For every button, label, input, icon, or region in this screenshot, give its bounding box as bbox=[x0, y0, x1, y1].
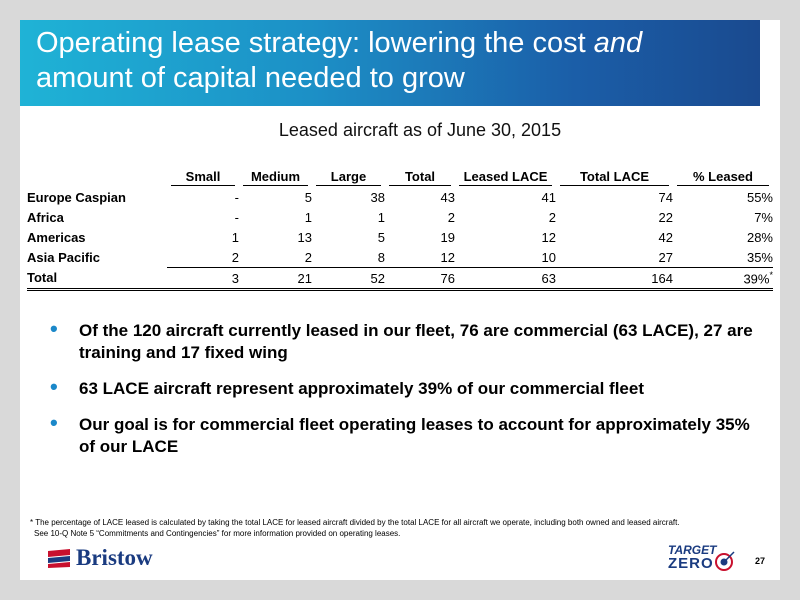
bullet-dot-icon: • bbox=[50, 410, 58, 435]
total-label: Total bbox=[27, 268, 167, 290]
region-label: Americas bbox=[27, 229, 86, 245]
table-cell: 5 bbox=[304, 189, 312, 205]
bullet-item: • 63 LACE aircraft represent approximately 39% of our commercial fleet bbox=[50, 374, 644, 399]
title-line2-text: amount of capital needed to grow bbox=[36, 62, 465, 94]
logo-text: Bristow bbox=[76, 545, 153, 570]
page-number: 27 bbox=[755, 556, 766, 566]
table-cell: 63 bbox=[455, 268, 556, 290]
table-cell: 22 bbox=[658, 209, 673, 225]
column-header: Large bbox=[312, 168, 385, 187]
column-header: Total bbox=[385, 168, 455, 187]
leased-aircraft-table bbox=[27, 168, 773, 291]
bristow-flag-icon bbox=[46, 547, 72, 569]
table-cell: 5 bbox=[377, 229, 385, 245]
bullet-item: • Our goal is for commercial fleet operating leases to account for approximately 35% of our LACE bbox=[50, 410, 750, 456]
table-caption: Leased aircraft as of June 30, 2015 bbox=[278, 120, 562, 140]
region-label: Africa bbox=[27, 209, 64, 225]
table-cell: 1 bbox=[304, 209, 312, 225]
footnote-marker: * bbox=[769, 269, 773, 280]
table-cell: 2 bbox=[447, 209, 455, 225]
footnote-line: See 10-Q Note 5 “Commitments and Contingencies” for more information provided on operating leases. bbox=[34, 529, 401, 538]
target-zero-line1: TARGET bbox=[668, 543, 717, 557]
bullet-list bbox=[50, 316, 770, 472]
footnote-line: * The percentage of LACE leased is calculated by taking the total LACE for leased aircraft divided by the total LACE for all aircraft we operate, including both owned and leased aircraft. bbox=[30, 518, 680, 527]
table-cell: 1 bbox=[231, 229, 239, 245]
column-header: Small bbox=[167, 168, 239, 187]
slide-title bbox=[36, 26, 736, 96]
table-cell bbox=[673, 268, 773, 290]
table-header-row bbox=[27, 168, 773, 187]
title-emphasis: and bbox=[593, 27, 643, 59]
table-cell: 42 bbox=[658, 229, 673, 245]
table-cell: 41 bbox=[541, 189, 556, 205]
column-header: Leased LACE bbox=[455, 168, 556, 187]
table-cell: - bbox=[234, 209, 239, 225]
table-row bbox=[27, 247, 773, 268]
table-cell: 12 bbox=[541, 229, 556, 245]
table-cell: 43 bbox=[440, 189, 455, 205]
region-label: Europe Caspian bbox=[27, 189, 126, 205]
target-icon bbox=[714, 550, 736, 572]
table-cell: 8 bbox=[312, 247, 385, 268]
table-row bbox=[27, 187, 773, 207]
table-cell: 2 bbox=[167, 247, 239, 268]
total-percent: 39% bbox=[743, 271, 770, 287]
table-cell: 52 bbox=[312, 268, 385, 290]
table-cell: 76 bbox=[385, 268, 455, 290]
table-cell: 28% bbox=[746, 229, 773, 245]
target-zero-logo bbox=[668, 544, 740, 574]
table-cell: 13 bbox=[297, 229, 312, 245]
table-cell: 19 bbox=[440, 229, 455, 245]
table-cell: 3 bbox=[167, 268, 239, 290]
table-row bbox=[27, 227, 773, 247]
column-header: Medium bbox=[239, 168, 312, 187]
table-cell: 21 bbox=[239, 268, 312, 290]
table-cell: 2 bbox=[239, 247, 312, 268]
table-cell: - bbox=[234, 189, 239, 205]
table-cell: 164 bbox=[556, 268, 673, 290]
bristow-logo bbox=[46, 545, 153, 571]
table-cell: 35% bbox=[673, 247, 773, 268]
table-total-row bbox=[27, 268, 773, 290]
table-row bbox=[27, 207, 773, 227]
target-zero-line2: ZERO bbox=[668, 555, 714, 572]
title-line1-text: Operating lease strategy: lowering the cost bbox=[36, 27, 594, 59]
table-cell: 10 bbox=[455, 247, 556, 268]
footnote bbox=[30, 517, 770, 539]
table-cell: 38 bbox=[370, 189, 385, 205]
bullet-item: • Of the 120 aircraft currently leased in our fleet, 76 are commercial (63 LACE), 27 are training and 17 fixed wing bbox=[50, 316, 753, 362]
bullet-dot-icon: • bbox=[50, 374, 58, 399]
table-cell: 27 bbox=[556, 247, 673, 268]
table-cell: 12 bbox=[385, 247, 455, 268]
table-cell: 2 bbox=[548, 209, 556, 225]
column-header: % Leased bbox=[673, 168, 773, 187]
table-cell: 55% bbox=[746, 189, 773, 205]
column-header: Total LACE bbox=[556, 168, 673, 187]
region-label: Asia Pacific bbox=[27, 249, 100, 265]
table-cell: 7% bbox=[754, 209, 773, 225]
bullet-dot-icon: • bbox=[50, 316, 58, 341]
table-cell: 1 bbox=[377, 209, 385, 225]
table-cell: 74 bbox=[658, 189, 673, 205]
